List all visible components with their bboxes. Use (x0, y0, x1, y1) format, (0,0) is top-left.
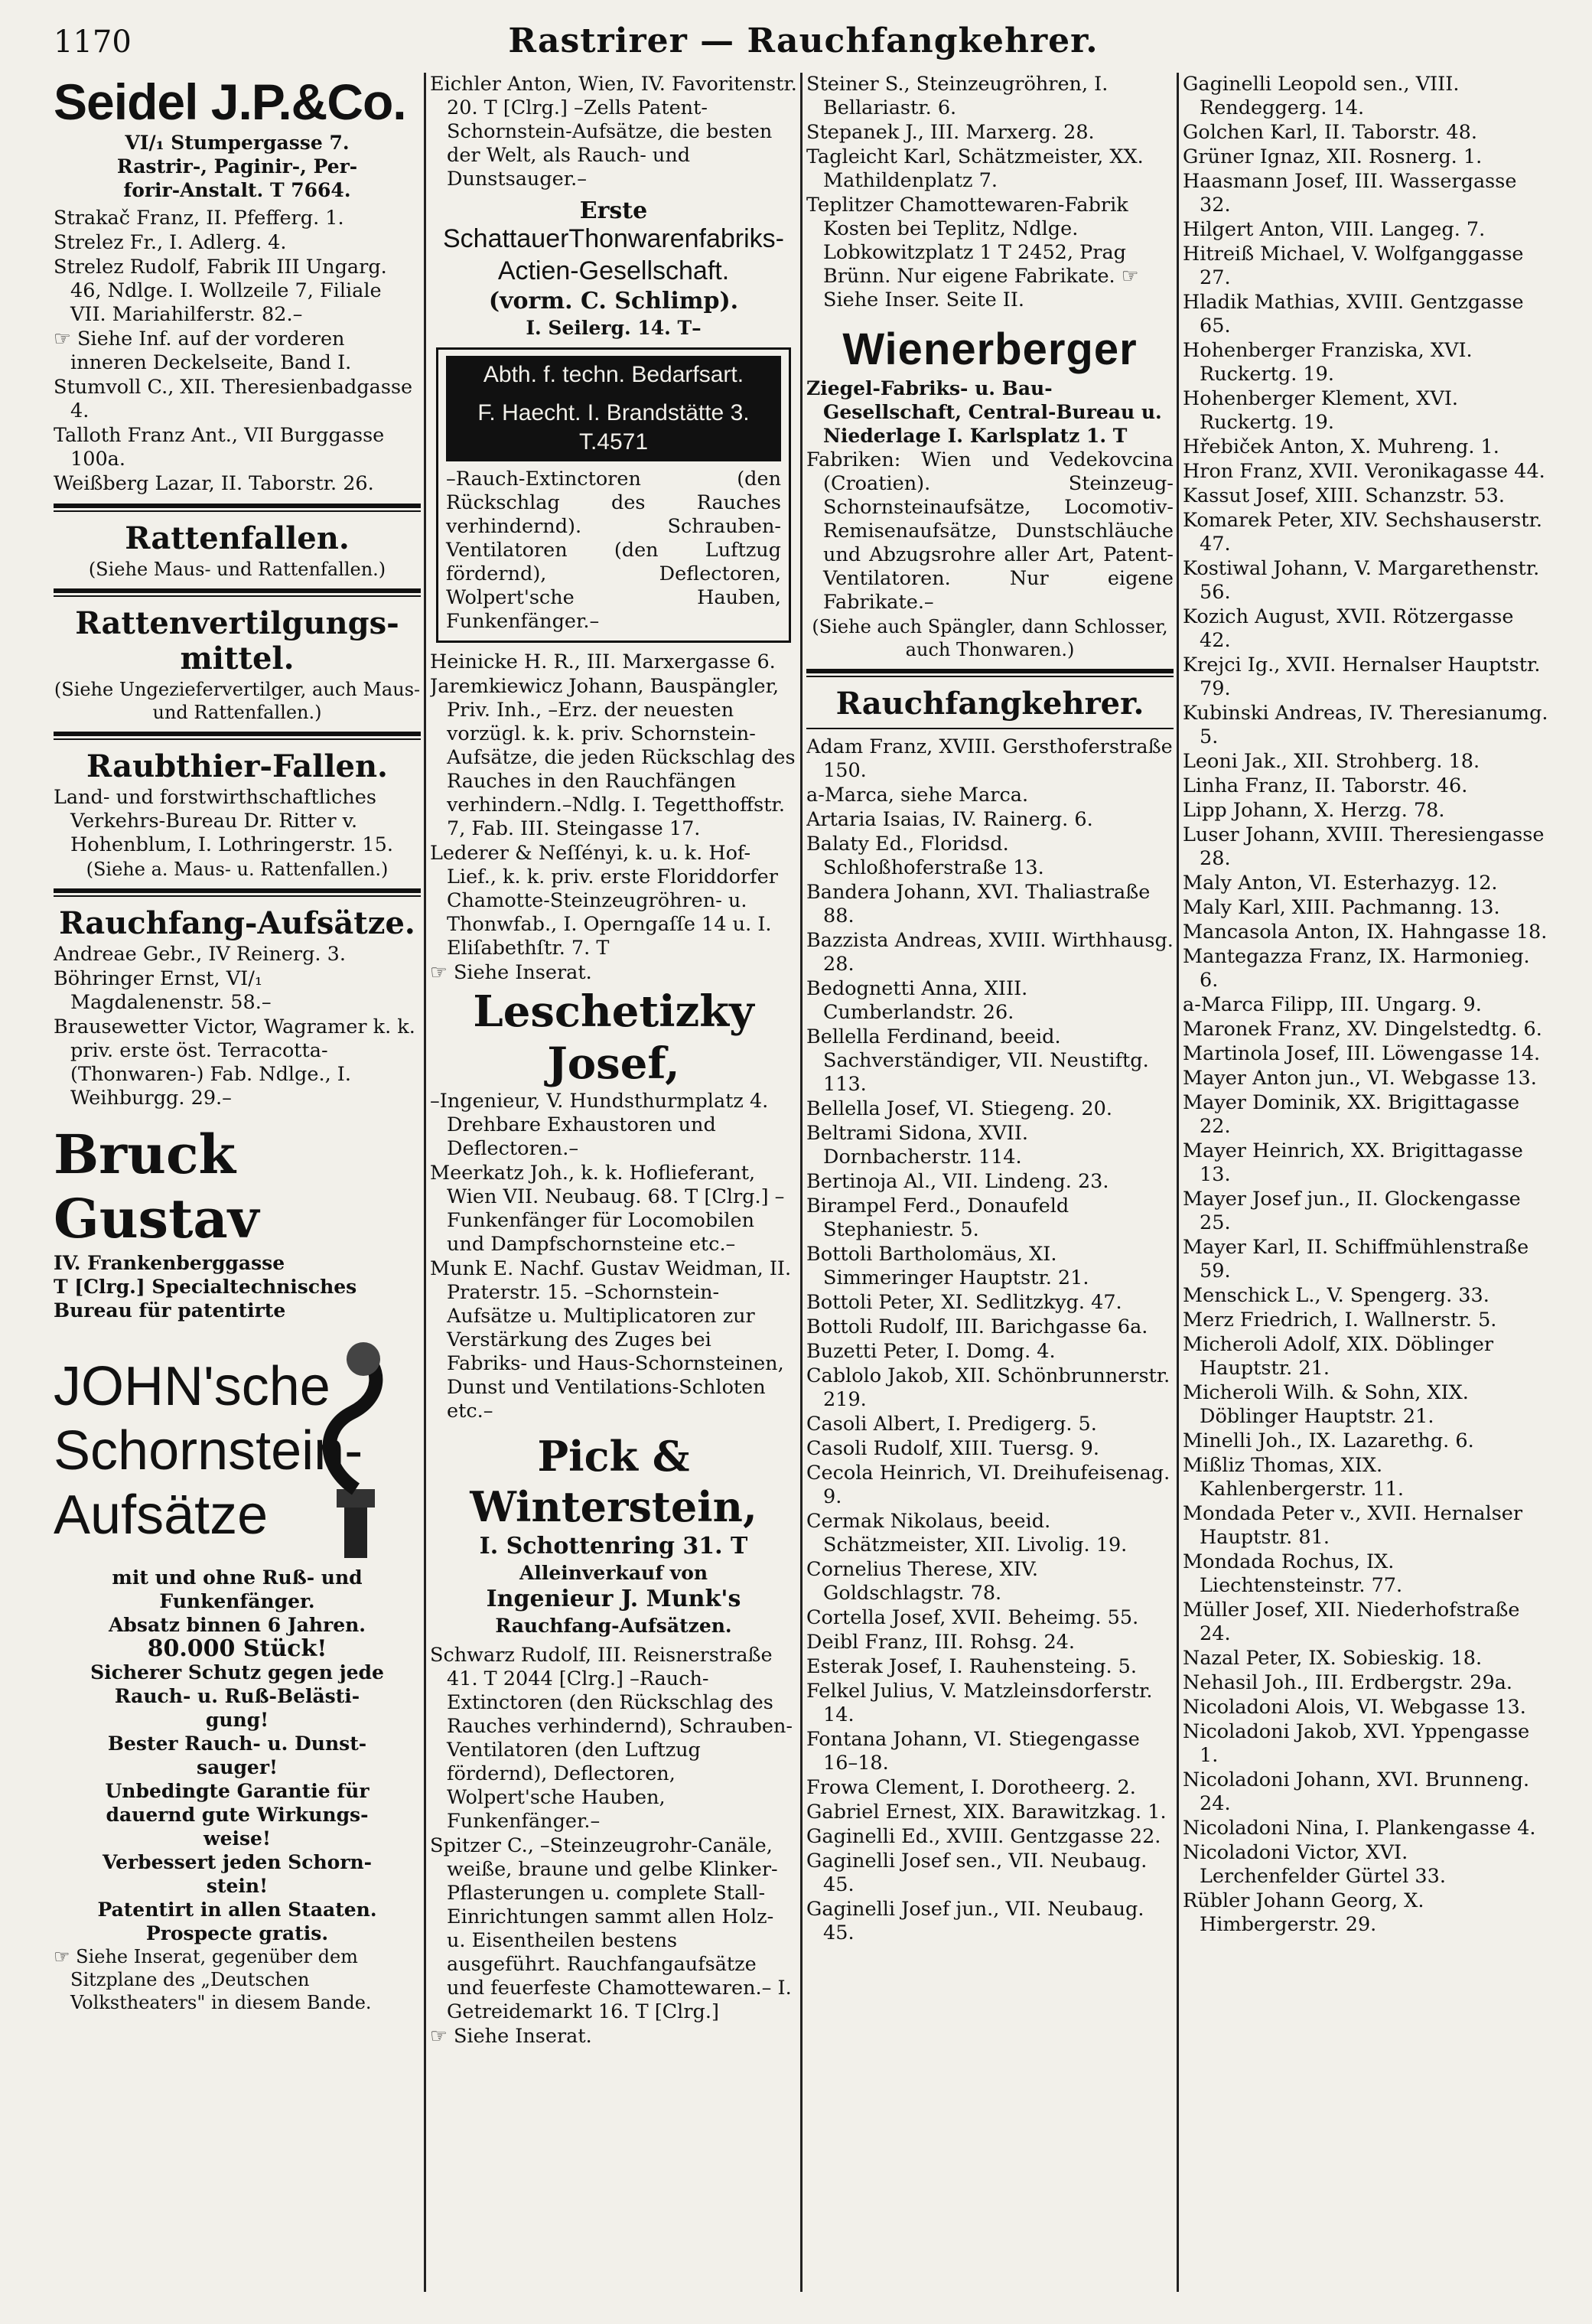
page-header (54, 15, 1553, 69)
directory-entry: Meerkatz Joh., k. k. Hoflieferant, Wien VII. Neubaug. 68. T [Clrg.] –Funkenfänger für Locomobilen und Dampfschornsteine etc.– (430, 1162, 785, 1256)
directory-entry: Stumvoll C., XII. Theresienbadgasse 4. (54, 376, 413, 422)
directory-entry: Maly Karl, XIII. Pachmanng. 13. (1183, 896, 1500, 919)
directory-entry: Lederer & Neſſényi, k. u. k. Hof-Lief., k. k. priv. erste Floriddorfer Chamotte-Steinzeugröhren- u. Thonwfab., I. Operngaſſe 14 u. I. Eliſabethſtr. 7. T (430, 842, 778, 960)
column-1 (54, 73, 421, 2300)
directory-entry: ☞ Siehe Inf. auf der vorderen inneren Deckelseite, Band I. (54, 328, 352, 374)
directory-entry: Bertinoja Al., VII. Lindeng. 23. (806, 1170, 1109, 1193)
directory-entry: Hitreiß Michael, V. Wolfganggasse 27. (1183, 243, 1524, 289)
directory-entry: Krejci Ig., XVII. Hernalser Hauptstr. 79. (1183, 654, 1541, 700)
directory-entry: Grüner Ignaz, XII. Rosnerg. 1. (1183, 145, 1483, 168)
directory-entry: Kubinski Andreas, IV. Theresianumg. 5. (1183, 702, 1548, 748)
directory-entry: Mayer Karl, II. Schiffmühlenstraße 59. (1183, 1236, 1529, 1283)
ad-john-line: stein! (206, 1875, 269, 1897)
directory-entry: Mißliz Thomas, XIX. Kahlenbergerstr. 11. (1183, 1454, 1405, 1501)
section-rule (54, 732, 421, 740)
ad-wienerberger-line: Ziegel-Fabriks- u. Bau-Gesellschaft, Central-Bureau u. Niederlage I. Karlsplatz 1. T (806, 377, 1162, 447)
ad-john-title: JOHN'sche Schornstein-Aufsätze (54, 1356, 363, 1546)
directory-entry: Nehasil Joh., III. Erdbergstr. 29a. (1183, 1671, 1513, 1694)
directory-entry: Bazzista Andreas, XVIII. Wirthhausg. 28. (806, 929, 1174, 976)
ad-schattau-line: (vorm. C. Schlimp). (488, 288, 739, 315)
directory-entry: Gaginelli Josef jun., VII. Neubaug. 45. (806, 1898, 1144, 1944)
directory-entry: Böhringer Ernst, VI/₁ Magdalenenstr. 58.– (54, 967, 272, 1014)
section-note: (Siehe Ungeziefervertilger, auch Maus- und Rattenfallen.) (54, 679, 421, 723)
directory-entry: Hladik Mathias, XVIII. Gentzgasse 65. (1183, 291, 1524, 337)
directory-entry: Nicoladoni Jakob, XVI. Yppengasse 1. (1183, 1720, 1530, 1767)
column-divider (424, 73, 426, 2292)
directory-entry: Kostiwal Johann, V. Margarethenstr. 56. (1183, 557, 1540, 604)
directory-entry: Teplitzer Chamottewaren-Fabrik Kosten bei Teplitz, Ndlge. Lobkowitzplatz 1 T 2452, Prag Brünn. Nur eigene Fabrikate. ☞ Siehe Inser. Seite II. (806, 194, 1139, 311)
directory-entry: Gaginelli Leopold sen., VIII. Rendeggerg. 14. (1183, 73, 1460, 119)
directory-entry: Merz Friedrich, I. Wallnerstr. 5. (1183, 1309, 1497, 1331)
directory-entry: Steiner S., Steinzeugröhren, I. Bellariastr. 6. (806, 73, 1109, 119)
directory-entry: Cablolo Jakob, XII. Schönbrunnerstr. 219. (806, 1364, 1170, 1411)
directory-entry: Eichler Anton, Wien, IV. Favoritenstr. 20. T [Clrg.] –Zells Patent-Schornstein-Aufsätze, die besten der Welt, als Rauch- und Dunstsauger.– (430, 73, 797, 191)
directory-entry: Fontana Johann, VI. Stiegengasse 16–18. (806, 1728, 1140, 1775)
directory-page (54, 15, 1553, 2303)
ad-john-line: Funkenfänger. (159, 1590, 315, 1612)
directory-entry: Balaty Ed., Floridsd. Schloßhoferstraße 13. (806, 833, 1044, 879)
directory-entry: Schwarz Rudolf, III. Reisnerstraße 41. T 2044 [Clrg.] –Rauch-Extinctoren (den Rückschlag des Rauches verhindernd), Schrauben-Ventilatoren (den Luftzug fördernd), Deflectoren, Wolpert'sche Hauben, Funkenfänger.– (430, 1644, 793, 1833)
directory-entry: Rübler Johann Georg, X. Himbergerstr. 29. (1183, 1889, 1424, 1936)
directory-entry: Spitzer C., –Steinzeugrohr-Canäle, weiße, braune und gelbe Klinker-Pflasterungen u. complete Stall-Einrichtungen sammt allen Holz- u. Eisentheilen bestens ausgeführt. Rauchfangaufsätze und feuerfeste Chamottewaren.– I. Getreidemarkt 16. T [Clrg.] (430, 1834, 792, 2023)
directory-entry: Mayer Josef jun., II. Glockengasse 25. (1183, 1188, 1521, 1234)
directory-entry: Strakač Franz, II. Pfefferg. 1. (54, 207, 344, 230)
section-note: (Siehe Maus- und Rattenfallen.) (88, 559, 386, 580)
directory-entry: Nicoladoni Johann, XVI. Brunneng. 24. (1183, 1768, 1530, 1815)
directory-entry: Bedognetti Anna, XIII. Cumberlandstr. 26. (806, 977, 1028, 1024)
directory-entry: Andreae Gebr., IV Reinerg. 3. (54, 943, 346, 966)
directory-entry: Micheroli Wilh. & Sohn, XIX. Döblinger Hauptstr. 21. (1183, 1381, 1469, 1428)
ad-haecht-box (436, 347, 791, 643)
ad-john (54, 1336, 421, 1566)
directory-entry: Leoni Jak., XII. Strohberg. 18. (1183, 750, 1480, 773)
running-title: Rastrirer — Rauchfangkehrer. (508, 21, 1099, 60)
section-rule (54, 504, 421, 512)
ad-pick-line: Ingenieur J. Munk's (486, 1586, 741, 1612)
directory-entry: Land- und forstwirthschaftliches Verkehrs-Bureau Dr. Ritter v. Hohenblum, I. Lothringerstr. 15. (54, 786, 393, 856)
directory-entry: Martinola Josef, III. Löwengasse 14. (1183, 1042, 1541, 1065)
directory-entry: Hřebiček Anton, X. Muhreng. 1. (1183, 435, 1499, 458)
directory-entry: Maronek Franz, XV. Dingelstedtg. 6. (1183, 1018, 1542, 1041)
directory-entry: Mayer Dominik, XX. Brigittagasse 22. (1183, 1091, 1520, 1138)
ad-pick-line: I. Schottenring 31. T (479, 1533, 748, 1560)
chimney-cap-illustration (306, 1336, 405, 1566)
kehrer-list (806, 735, 1174, 1945)
directory-entry: Artaria Isaias, IV. Rainerg. 6. (806, 808, 1093, 831)
directory-entry: Weißberg Lazar, II. Taborstr. 26. (54, 472, 374, 495)
section-rule (54, 888, 421, 897)
directory-entry: Bottoli Rudolf, III. Barichgasse 6a. (806, 1315, 1148, 1338)
directory-entry: a-Marca, siehe Marca. (806, 784, 1029, 807)
ad-haecht-text: –Rauch-Extinctoren (den Rückschlag des Rauches verhindernd). Schrauben-Ventilatoren (den Luftzug fördernd), Deflectoren, Wolpert'sche Hauben, Funkenfänger.– (446, 468, 781, 633)
directory-entry: Bellella Josef, VI. Stiegeng. 20. (806, 1097, 1112, 1120)
ad-schattau-line: SchattauerThonwarenfabriks- (442, 224, 784, 253)
ad-john-line: Verbessert jeden Schorn- (102, 1851, 373, 1873)
column-divider (800, 73, 803, 2292)
section-heading: Rattenvertilgungs-mittel. (75, 605, 399, 676)
directory-entry: Golchen Karl, II. Taborstr. 48. (1183, 121, 1477, 144)
ad-john-note: ☞ Siehe Inserat, gegenüber dem Sitzplane des „Deutschen Volkstheaters" in diesem Bande. (54, 1946, 372, 2013)
directory-entry: Esterak Josef, I. Rauhensteing. 5. (806, 1655, 1137, 1678)
ad-pick-title: Pick & Winterstein, (470, 1432, 757, 1531)
ad-pick-line: Alleinverkauf von (519, 1562, 708, 1584)
directory-entry: Bottoli Peter, XI. Sedlitzkyg. 47. (806, 1291, 1122, 1314)
page-number: 1170 (54, 24, 132, 60)
directory-entry: Linha Franz, II. Taborstr. 46. (1183, 774, 1468, 797)
directory-entry: Menschick L., V. Spengerg. 33. (1183, 1284, 1489, 1307)
ad-seidel-title: Seidel J.P.&Co. (54, 73, 406, 130)
ad-seidel-line: VI/₁ Stumpergasse 7. (125, 132, 350, 154)
directory-entry: Munk E. Nachf. Gustav Weidman, II. Praterstr. 15. –Schornstein-Aufsätze u. Multiplicatoren zur Verstärkung des Zuges bei Fabriks- und Haus-Schornsteinen, Dunst und Ventilations-Schloten etc.– (430, 1257, 792, 1423)
directory-entry: a-Marca Filipp, III. Ungarg. 9. (1183, 993, 1482, 1016)
directory-entry: Gaginelli Josef sen., VII. Neubaug. 45. (806, 1850, 1148, 1896)
directory-entry: Luser Johann, XVIII. Theresiengasse 28. (1183, 823, 1545, 870)
directory-entry: Birampel Ferd., Donaufeld Stephaniestr. 5. (806, 1195, 1069, 1241)
section-heading: Rauchfangkehrer. (835, 686, 1144, 722)
directory-entry: Hohenberger Franziska, XVI. Ruckertg. 19. (1183, 339, 1473, 386)
ad-haecht-line: F. Haecht. I. Brandstätte 3. T.4571 (446, 394, 781, 461)
directory-entry: Adam Franz, XVIII. Gersthoferstraße 150. (806, 735, 1173, 782)
ad-leschetizky-text: –Ingenieur, V. Hundsthurmplatz 4. Drehbare Exhaustoren und Deflectoren.– (430, 1090, 769, 1160)
ad-john-line: Bester Rauch- u. Dunst- (107, 1732, 367, 1755)
section-rule (806, 669, 1174, 677)
directory-entry: Casoli Rudolf, XIII. Tuersg. 9. (806, 1437, 1100, 1460)
column-4 (1183, 73, 1550, 2300)
ad-seidel-line: Rastrir-, Paginir-, Per- (116, 155, 358, 178)
section-rule (806, 728, 1174, 729)
directory-entry: Gabriel Ernest, XIX. Barawitzkag. 1. (806, 1801, 1167, 1824)
directory-entry: Deibl Franz, III. Rohsg. 24. (806, 1631, 1076, 1654)
directory-entry: Strelez Rudolf, Fabrik III Ungarg. 46, Ndlge. I. Wollzeile 7, Filiale VII. Mariahilferstr. 82.– (54, 256, 387, 326)
directory-entry: Cortella Josef, XVII. Beheimg. 55. (806, 1606, 1139, 1629)
directory-entry: Nicoladoni Alois, VI. Webgasse 13. (1183, 1696, 1526, 1719)
ad-john-line: dauernd gute Wirkungs- (106, 1804, 369, 1826)
directory-entry: Mondada Rochus, IX. Liechtensteinstr. 77. (1183, 1550, 1403, 1597)
directory-entry: Kozich August, XVII. Rötzergasse 42. (1183, 605, 1514, 652)
directory-entry: Bandera Johann, XVI. Thaliastraße 88. (806, 881, 1151, 927)
directory-entry: Bellella Ferdinand, beeid. Sachverständiger, VII. Neustiftg. 113. (806, 1025, 1149, 1096)
directory-entry: Hilgert Anton, VIII. Langeg. 7. (1183, 218, 1486, 241)
section-note: (Siehe a. Maus- u. Rattenfallen.) (86, 859, 389, 880)
column-3 (806, 73, 1174, 2300)
directory-entry: Cermak Nikolaus, beeid. Schätzmeister, XII. Livolig. 19. (806, 1510, 1128, 1556)
directory-entry: Kassut Josef, XIII. Schanzstr. 53. (1183, 484, 1505, 507)
directory-entry: Brausewetter Victor, Wagramer k. k. priv. erste öst. Terracotta-(Thonwaren-) Fab. Ndlge., I. Weihburgg. 29.– (54, 1015, 415, 1110)
directory-entry: Mancasola Anton, IX. Hahngasse 18. (1183, 921, 1548, 944)
section-heading: Rauchfang-Aufsätze. (59, 905, 415, 941)
directory-entry: Mantegazza Franz, IX. Harmonieg. 6. (1183, 945, 1530, 992)
directory-entry: Buzetti Peter, I. Domg. 4. (806, 1340, 1056, 1363)
directory-entry: Micheroli Adolf, XIX. Döblinger Hauptstr. 21. (1183, 1333, 1494, 1380)
directory-entry: Mayer Heinrich, XX. Brigittagasse 13. (1183, 1139, 1523, 1186)
ad-john-line: Sicherer Schutz gegen jede (90, 1661, 384, 1684)
ad-bruck-line: IV. Frankenberggasse (54, 1252, 285, 1274)
section-rule (54, 588, 421, 597)
ad-john-line: mit und ohne Ruß- und (112, 1566, 363, 1589)
directory-entry: Maly Anton, VI. Esterhazyg. 12. (1183, 872, 1498, 895)
directory-entry: Nicoladoni Nina, I. Plankengasse 4. (1183, 1817, 1536, 1840)
directory-entry: Stepanek J., III. Marxerg. 28. (806, 121, 1095, 144)
directory-entry: Mayer Anton jun., VI. Webgasse 13. (1183, 1067, 1537, 1090)
section-heading: Raubthier-Fallen. (86, 748, 388, 784)
ad-seidel-line: forir-Anstalt. T 7664. (123, 179, 351, 201)
ad-leschetizky-title: Leschetizky Josef, (473, 986, 754, 1089)
ad-john-line: Absatz binnen 6 Jahren. (109, 1614, 366, 1636)
directory-entry: ☞ Siehe Inserat. (430, 2025, 592, 2048)
directory-entry: Nicoladoni Victor, XVI. Lerchenfelder Gürtel 33. (1183, 1841, 1446, 1888)
directory-entry: Beltrami Sidona, XVII. Dornbacherstr. 114. (806, 1122, 1029, 1169)
directory-entry: Gaginelli Ed., XVIII. Gentzgasse 22. (806, 1825, 1161, 1848)
directory-entry: Tagleicht Karl, Schätzmeister, XX. Mathildenplatz 7. (806, 145, 1144, 192)
ad-wienerberger-note: (Siehe auch Spängler, dann Schlosser, auch Thonwaren.) (812, 616, 1168, 660)
ad-schattau-line: I. Seilerg. 14. T– (526, 317, 702, 339)
directory-entry: Strelez Fr., I. Adlerg. 4. (54, 231, 287, 254)
directory-entry: Müller Josef, XII. Niederhofstraße 24. (1183, 1599, 1520, 1645)
ad-schattau-title: Erste (579, 197, 648, 224)
column-divider (1177, 73, 1179, 2292)
directory-entry: Heinicke H. R., III. Marxergasse 6. (430, 650, 776, 673)
directory-entry: Minelli Joh., IX. Lazarethg. 6. (1183, 1429, 1474, 1452)
ad-haecht-line: Abth. f. techn. Bedarfsart. (446, 356, 781, 394)
ad-wienerberger-title: Wienerberger (842, 324, 1138, 374)
ad-pick-line: Rauchfang-Aufsätzen. (495, 1615, 732, 1637)
ad-john-line: gung! (205, 1709, 269, 1731)
ad-john-line: weise! (203, 1827, 271, 1850)
ad-john-line: Unbedingte Garantie für (105, 1780, 370, 1802)
directory-entry: Jaremkiewicz Johann, Bauspängler, Priv. Inh., –Erz. der neuesten vorzügl. k. k. priv. Schornstein-Aufsätze, die jeden Rückschlag des Rauches in den Rauchfängen verhindern.–Ndlg. I. Tegetthoffstr. 7, Fab. III. Steingasse 17. (430, 675, 796, 840)
directory-entry: Komarek Peter, XIV. Sechshauserstr. 47. (1183, 509, 1542, 556)
directory-entry: Frowa Clement, I. Dorotheerg. 2. (806, 1776, 1136, 1799)
ad-john-line: Rauch- u. Ruß-Belästi- (114, 1685, 360, 1707)
ad-john-line: Prospecte gratis. (145, 1922, 329, 1944)
directory-entry: Bottoli Bartholomäus, XI. Simmeringer Hauptstr. 21. (806, 1243, 1089, 1289)
directory-entry: Haasmann Josef, III. Wassergasse 32. (1183, 170, 1517, 217)
ad-bruck-line: Bureau für patentirte (54, 1299, 286, 1322)
directory-entry: Nazal Peter, IX. Sobieskig. 18. (1183, 1647, 1483, 1670)
directory-entry: ☞ Siehe Inserat. (430, 961, 592, 984)
ad-john-line: sauger! (197, 1756, 278, 1778)
directory-entry: Lipp Johann, X. Herzg. 78. (1183, 799, 1445, 822)
section-heading: Rattenfallen. (125, 520, 350, 556)
ad-wienerberger-line: Fabriken: Wien und Vedekovcina (Croatien). Steinzeug-Schornsteinaufsätze, Locomotiv-Remisenaufsätze, Dunstschläuche und Abzugsrohre aller Art, Patent-Ventilatoren. Nur eigene Fabrikate.– (806, 448, 1174, 614)
column-2 (430, 73, 797, 2300)
directory-entry: Cornelius Therese, XIV. Goldschlagstr. 78. (806, 1558, 1038, 1605)
directory-entry: Felkel Julius, V. Matzleinsdorferstr. 14. (806, 1680, 1153, 1726)
directory-entry: Cecola Heinrich, VI. Dreihufeisenag. 9. (806, 1462, 1170, 1508)
ad-bruck-title: Bruck Gustav (54, 1123, 259, 1250)
directory-entry: Mondada Peter v., XVII. Hernalser Hauptstr. 81. (1183, 1502, 1523, 1549)
directory-entry: Casoli Albert, I. Predigerg. 5. (806, 1413, 1097, 1436)
ad-bruck-line: T [Clrg.] Specialtechnisches (54, 1276, 357, 1298)
ad-john-line: 80.000 Stück! (147, 1635, 327, 1662)
ad-schattau-line: Actien-Gesellschaft. (497, 256, 730, 285)
directory-entry: Hron Franz, XVII. Veronikagasse 44. (1183, 460, 1545, 483)
directory-entry: Talloth Franz Ant., VII Burggasse 100a. (54, 424, 385, 471)
ad-john-line: Patentirt in allen Staaten. (97, 1899, 377, 1921)
directory-entry: Hohenberger Klement, XVI. Ruckertg. 19. (1183, 387, 1459, 434)
